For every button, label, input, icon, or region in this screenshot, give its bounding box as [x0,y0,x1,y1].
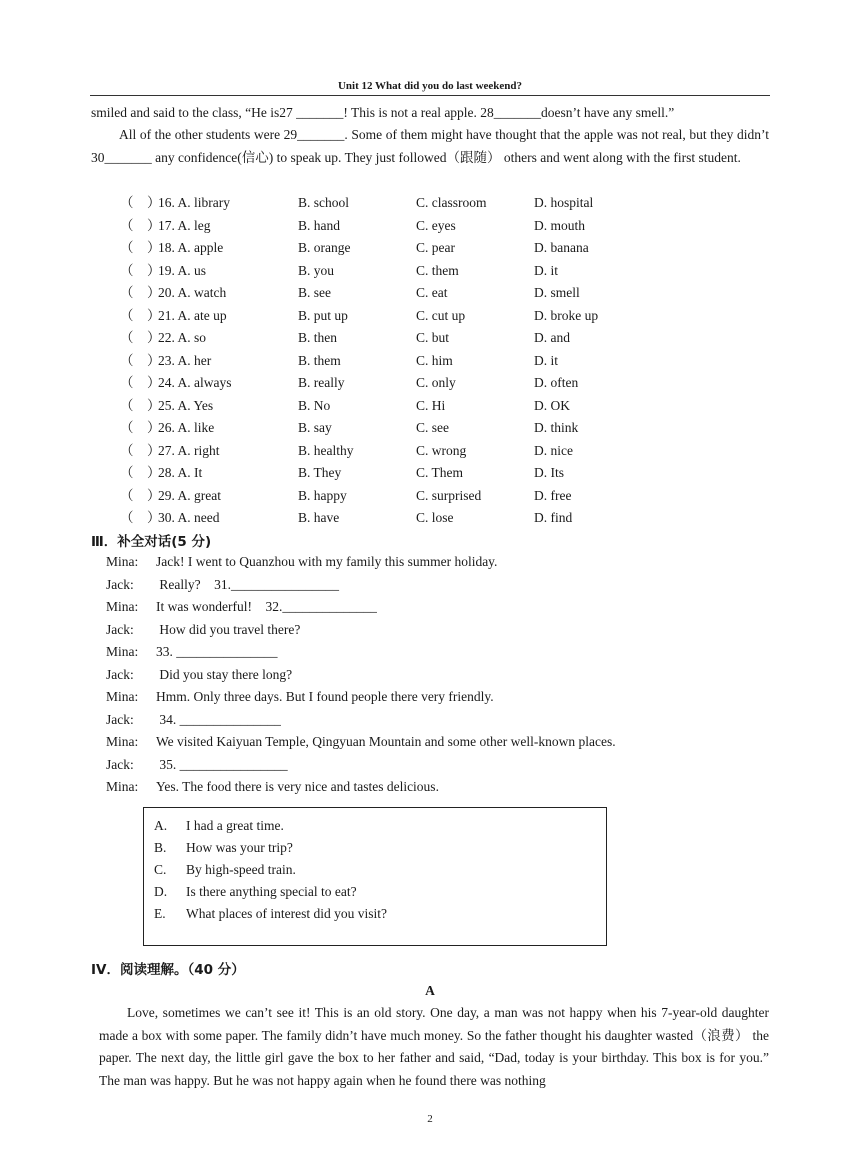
option-a: 19. A. us [158,262,207,278]
dialogue-text: 34. _______________ [156,711,281,727]
option-a: 25. A. Yes [158,397,214,413]
option-item [154,859,296,881]
speaker-name: Jack: [106,576,134,592]
option-c: C. eat [416,285,448,300]
option-a: 29. A. great [158,487,221,503]
option-item [154,837,293,859]
option-letter: E. [154,906,166,921]
dialogue-text: Did you stay there long? [156,666,293,682]
option-d: D. smell [534,285,580,300]
option-b: B. happy [298,487,347,503]
option-a: 22. A. so [158,330,207,345]
option-c: C. Hi [416,397,446,413]
dialogue-line [106,551,497,573]
option-d: D. nice [534,442,573,458]
option-a: 21. A. ate up [158,307,227,323]
option-item [154,881,357,903]
option-text: By high-speed train. [186,862,296,877]
answer-blank: （ ） [120,442,161,458]
speaker-name: Jack: [106,711,134,727]
option-c: C. them [416,262,459,278]
speaker-name: Jack: [106,756,134,772]
option-text: How was your trip? [186,840,293,855]
speaker-name: Mina: [106,644,139,659]
answer-blank: （ ） [120,307,161,323]
answer-blank: （ ） [120,195,161,210]
option-letter: A. [154,818,168,833]
option-d: D. broke up [534,307,599,323]
option-a: 28. A. It [158,465,203,480]
option-item [154,903,387,925]
dialogue-line [106,709,281,731]
option-d: D. it [534,352,559,368]
answer-blank: （ ） [120,217,161,233]
option-b: B. They [298,465,342,480]
option-d: D. it [534,262,559,278]
option-text: I had a great time. [186,818,284,833]
option-b: B. school [298,195,350,210]
dialogue-line [106,574,339,596]
option-d: D. banana [534,240,589,255]
option-d: D. OK [534,397,570,413]
option-c: C. eyes [416,217,456,233]
answer-blank: （ ） [120,285,161,300]
option-d: D. Its [534,465,564,480]
dialogue-line [106,596,377,618]
speaker-name: Jack: [106,666,134,682]
dialogue-text: Jack! I went to Quanzhou with my family this summer holiday. [156,554,498,569]
option-c: C. him [416,352,453,368]
option-d: D. think [534,420,579,435]
option-item [154,815,284,837]
dialogue-text: It was wonderful! 32.______________ [156,599,377,614]
answer-blank: （ ） [120,375,161,390]
dialogue-text: Hmm. Only three days. But I found people there very friendly. [156,689,494,704]
passage-line: smiled and said to the class, “He is27 _______! This is not a real apple. 28_______doesn’t have any smell.” [91,105,675,120]
option-a: 30. A. need [158,510,220,525]
header-divider [90,95,770,96]
section-3-title: Ⅲ．补全对话(5 分) [91,534,212,550]
option-d: D. mouth [534,217,586,233]
option-b: B. No [298,397,331,413]
answer-blank: （ ） [120,397,161,413]
option-a: 16. A. library [158,195,230,210]
option-b: B. really [298,375,345,390]
option-c: C. classroom [416,195,487,210]
dialogue-line [106,731,616,753]
option-d: D. hospital [534,195,594,210]
option-c: C. pear [416,240,455,255]
dialogue-line [106,686,494,708]
section-4-title: IV．阅读理解。（40 分） [91,962,245,978]
option-c: C. surprised [416,487,482,503]
option-b: B. have [298,510,340,525]
dialogue-line [106,664,292,686]
answer-blank: （ ） [120,240,161,255]
option-b: B. them [298,352,341,368]
answer-blank: （ ） [120,465,161,480]
option-b: B. hand [298,217,340,233]
option-b: B. healthy [298,442,354,458]
option-c: C. see [416,420,449,435]
speaker-name: Mina: [106,734,139,749]
dialogue-text: 35. ________________ [156,756,288,772]
speaker-name: Mina: [106,554,139,569]
option-a: 26. A. like [158,420,215,435]
passage-a-label: A [425,983,435,998]
answer-blank: （ ） [120,510,161,525]
option-letter: B. [154,840,167,855]
option-letter: D. [154,884,168,899]
passage-paragraph: All of the other students were 29_______. Some of them might have thought that the apple was not real, but they didn’t 30_______ any confidence(信心) to speak up. They just followed（跟随） others and went along with the first student. [91,127,769,165]
option-b: B. see [298,285,331,300]
option-c: C. Them [416,465,463,480]
option-c: C. cut up [416,307,466,323]
answer-blank: （ ） [120,487,161,503]
dialogue-line [106,619,300,641]
option-a: 20. A. watch [158,285,227,300]
option-c: C. wrong [416,442,467,458]
option-c: C. but [416,330,450,345]
dialogue-text: We visited Kaiyuan Temple, Qingyuan Mountain and some other well-known places. [156,734,616,749]
dialogue-line [106,776,439,798]
option-c: C. only [416,375,456,390]
option-a: 24. A. always [158,375,232,390]
option-letter: C. [154,862,167,877]
option-d: D. free [534,487,572,503]
option-a: 18. A. apple [158,240,224,255]
option-text: What places of interest did you visit? [186,906,387,921]
option-a: 17. A. leg [158,217,211,233]
speaker-name: Jack: [106,621,134,637]
option-b: B. you [298,262,335,278]
dialogue-text: Yes. The food there is very nice and tastes delicious. [156,779,439,794]
option-text: Is there anything special to eat? [186,884,357,899]
speaker-name: Mina: [106,779,139,794]
page-number: 2 [427,1113,433,1125]
option-b: B. put up [298,307,348,323]
option-d: D. and [534,330,570,345]
speaker-name: Mina: [106,599,139,614]
dialogue-text: 33. _______________ [156,644,278,659]
option-c: C. lose [416,510,454,525]
speaker-name: Mina: [106,689,139,704]
answer-blank: （ ） [120,352,161,368]
option-a: 23. A. her [158,352,212,368]
option-d: D. often [534,375,579,390]
option-b: B. then [298,330,337,345]
answer-blank: （ ） [120,420,161,435]
dialogue-line [106,641,278,663]
page-header-title: Unit 12 What did you do last weekend? [337,80,523,92]
dialogue-text: Really? 31.________________ [156,576,339,592]
option-d: D. find [534,510,573,525]
answer-blank: （ ） [120,262,161,278]
option-b: B. say [298,420,332,435]
option-b: B. orange [298,240,351,255]
dialogue-text: How did you travel there? [156,621,301,637]
dialogue-line [106,754,288,776]
reading-passage: Love, sometimes we can’t see it! This is an old story. One day, a man was not happy when his 7-year-old daughter made a box with some paper. The family didn’t have much money. So the father thought his daughter wasted（浪费） the paper. The next day, the little girl gave the box to her father and said, “Dad, today is your birthday. This box is for you.” The man was happy. But he was not happy again when he found there was nothing [99,1005,769,1088]
option-a: 27. A. right [158,442,220,458]
answer-blank: （ ） [120,330,161,345]
options-box [143,807,607,946]
